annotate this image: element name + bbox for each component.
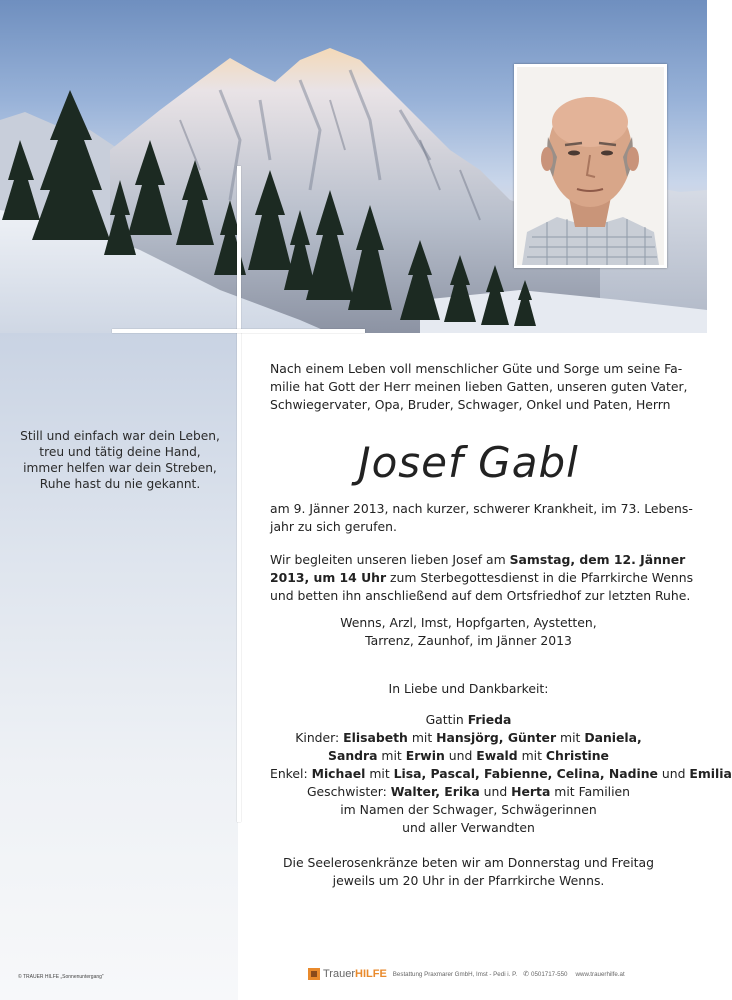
trauerhilfe-logo-icon <box>308 968 320 980</box>
rosary-line: jeweils um 20 Uhr in der Pfarrkirche Wenns. <box>332 873 605 888</box>
family-grandchildren: Enkel: Michael mit Lisa, Pascal, Fabienne, Celina, Nadine und Emilia <box>270 766 732 781</box>
places-line: Tarrenz, Zaunhof, im Jänner 2013 <box>365 633 572 648</box>
brand-name-part-2: HILFE <box>355 968 387 980</box>
death-line: am 9. Jänner 2013, nach kurzer, schwerer Krankheit, im 73. Lebens- <box>270 501 693 516</box>
funeral-time: 2013, um 14 Uhr <box>270 570 387 585</box>
funeral-date: Samstag, dem 12. Jänner <box>509 552 686 567</box>
poem-line: Ruhe hast du nie gekannt. <box>39 477 201 491</box>
cross-vertical-beam <box>237 166 241 822</box>
funeral-line: und betten ihn anschließend auf dem Ortsfriedhof zur letzten Ruhe. <box>270 588 691 603</box>
family-siblings: Geschwister: Walter, Erika und Herta mit Familien <box>306 784 631 799</box>
phone-icon: ✆ <box>523 971 530 978</box>
funeral-line <box>270 551 686 569</box>
footer-phone: 0501717-550 <box>531 970 568 978</box>
funeral-text: Wir begleiten unseren lieben Josef am <box>270 552 510 567</box>
memorial-poem <box>20 428 220 492</box>
poem-line: treu und tätig deine Hand, <box>39 445 201 459</box>
footer-website-link[interactable]: www.trauerhilfe.at <box>575 970 625 978</box>
intro-line: Schwiegervater, Opa, Bruder, Schwager, Onkel und Paten, Herrn <box>270 397 671 412</box>
death-line: jahr zu sich gerufen. <box>270 519 397 534</box>
intro-line: milie hat Gott der Herr meinen lieben Gatten, unseren guten Vater, <box>270 379 688 394</box>
death-paragraph <box>270 500 693 536</box>
deceased-name: Josef Gabl <box>358 438 579 487</box>
rosary-line: Die Seelerosenkränze beten wir am Donnerstag und Freitag <box>282 855 654 870</box>
poem-line: Still und einfach war dein Leben, <box>20 429 220 443</box>
copyright-note: © TRAUER HILFE „Sonnenuntergang“ <box>18 974 104 980</box>
family-inlaws: im Namen der Schwager, Schwägerinnen <box>340 802 597 817</box>
places-line: Wenns, Arzl, Imst, Hopfgarten, Aystetten, <box>340 615 597 630</box>
funeral-paragraph <box>270 551 694 605</box>
cross-horizontal-beam <box>112 329 365 333</box>
closing-line <box>270 680 667 698</box>
family-children-2: Sandra mit Erwin und Ewald mit Christine <box>328 748 609 763</box>
family-relatives: und aller Verwandten <box>402 820 535 835</box>
portrait-image <box>517 67 664 265</box>
intro-line: Nach einem Leben voll menschlicher Güte und Sorge um seine Fa- <box>270 361 683 376</box>
funeral-text: zum Sterbegottesdienst in die Pfarrkirche Wenns <box>386 570 694 585</box>
family-children: Kinder: Elisabeth mit Hansjörg, Günter mit Daniela, <box>295 730 642 745</box>
places-paragraph <box>270 614 667 650</box>
family-wife: Gattin Frieda <box>425 712 512 727</box>
funeral-line <box>270 569 694 587</box>
poem-line: immer helfen war dein Streben, <box>23 461 217 475</box>
intro-paragraph <box>270 360 688 414</box>
family-list <box>270 711 732 837</box>
brand-name-part-1: Trauer <box>323 968 355 980</box>
undertaker-info: Bestattung Praxmarer GmbH, Imst - Pedi i. P. <box>392 970 518 978</box>
rosary-paragraph <box>270 854 667 890</box>
deceased-portrait-photo <box>514 64 667 268</box>
footer-brand <box>308 966 625 982</box>
closing-text: In Liebe und Dankbarkeit: <box>388 681 549 696</box>
